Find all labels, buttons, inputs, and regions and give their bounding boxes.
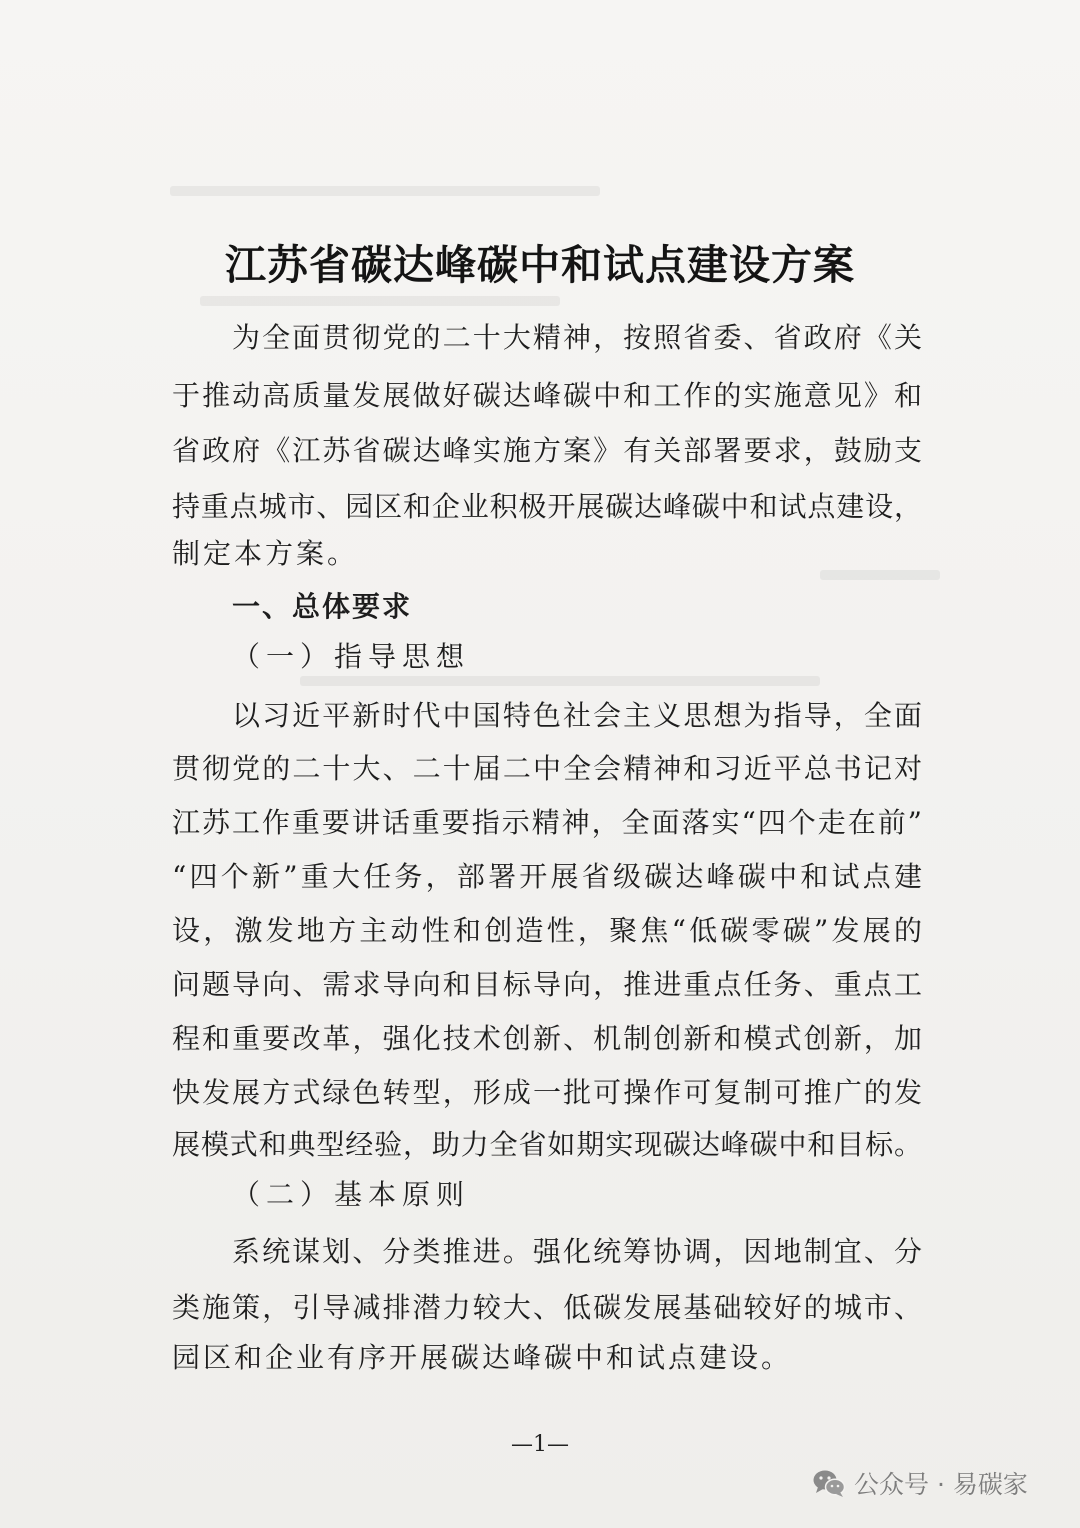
wechat-icon bbox=[812, 1468, 846, 1498]
guiding-line: 贯彻党的二十大、二十届二中全会精神和习近平总书记对 bbox=[172, 752, 922, 785]
guiding-line: “四个新”重大任务，部署开展省级碳达峰碳中和试点建 bbox=[172, 860, 922, 893]
guiding-line: 问题导向、需求导向和目标导向，推进重点任务、重点工 bbox=[172, 968, 922, 1001]
guiding-line: 展模式和典型经验，助力全省如期实现碳达峰碳中和目标。 bbox=[172, 1128, 922, 1161]
section-heading: 一、总体要求 bbox=[232, 590, 413, 623]
watermark bbox=[812, 1462, 1028, 1504]
show-through-mark bbox=[170, 186, 600, 196]
watermark-text: 公众号 · 易碳家 bbox=[854, 1470, 1028, 1499]
guiding-line: 以习近平新时代中国特色社会主义思想为指导，全面 bbox=[232, 699, 922, 732]
guiding-line: 程和重要改革，强化技术创新、机制创新和模式创新，加 bbox=[172, 1022, 922, 1055]
subsection-heading: （二）基本原则 bbox=[232, 1178, 471, 1211]
intro-line: 持重点城市、园区和企业积极开展碳达峰碳中和试点建设， bbox=[172, 490, 922, 523]
principle-line: 系统谋划、分类推进。强化统筹协调，因地制宜、分 bbox=[232, 1235, 922, 1268]
intro-line: 为全面贯彻党的二十大精神，按照省委、省政府《关 bbox=[232, 321, 922, 354]
intro-line: 于推动高质量发展做好碳达峰碳中和工作的实施意见》和 bbox=[172, 379, 922, 412]
show-through-mark bbox=[300, 676, 820, 686]
document-title: 江苏省碳达峰碳中和试点建设方案 bbox=[225, 241, 855, 289]
principle-line: 类施策，引导减排潜力较大、低碳发展基础较好的城市、 bbox=[172, 1291, 922, 1324]
guiding-line: 江苏工作重要讲话重要指示精神，全面落实“四个走在前” bbox=[172, 806, 922, 839]
guiding-line: 设，激发地方主动性和创造性，聚焦“低碳零碳”发展的 bbox=[172, 914, 922, 947]
intro-line: 省政府《江苏省碳达峰实施方案》有关部署要求，鼓励支 bbox=[172, 434, 922, 467]
intro-line: 制定本方案。 bbox=[172, 537, 359, 570]
page-number: —1— bbox=[511, 1432, 569, 1457]
principle-line: 园区和企业有序开展碳达峰碳中和试点建设。 bbox=[172, 1341, 793, 1374]
subsection-heading: （一）指导思想 bbox=[232, 640, 471, 673]
show-through-mark bbox=[200, 296, 560, 306]
guiding-line: 快发展方式绿色转型，形成一批可操作可复制可推广的发 bbox=[172, 1076, 922, 1109]
